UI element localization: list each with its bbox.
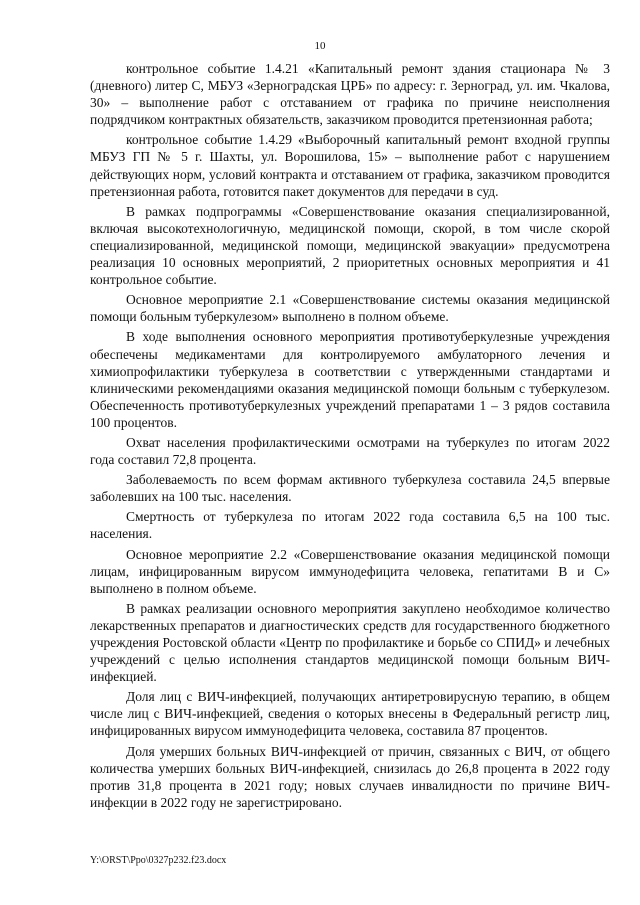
paragraph-hiv-therapy: Доля лиц с ВИЧ-инфекцией, получающих антиретровирусную терапию, в общем числе лиц с ВИЧ-инфекцией, сведения о которых внесены в Федеральный регистр лиц, инфицированных вирусом иммунодефицита человека, составила 87 процентов. bbox=[90, 689, 610, 739]
footer-file-path: Y:\ORST\Ppo\0327p232.f23.docx bbox=[90, 855, 227, 866]
document-body bbox=[90, 60, 610, 814]
paragraph-tb-medicines: В ходе выполнения основного мероприятия противотуберкулезные учреждения обеспечены медикаментами для контролируемого амбулаторного лечения и химиопрофилактики туберкулеза в соответствии с утвержденными стандартами и клиническими рекомендациями оказания медицинской помощи больным с туберкулезом. Обеспеченность противотуберкулезных учреждений препаратами 1 – 3 рядов составила 100 процентов. bbox=[90, 329, 610, 430]
paragraph-measure-2-2: Основное мероприятие 2.2 «Совершенствование оказания медицинской помощи лицам, инфицированным вирусом иммунодефицита человека, гепатитами В и С» выполнено в полном объеме. bbox=[90, 546, 610, 596]
page-number: 10 bbox=[314, 40, 326, 52]
paragraph-tb-screening: Охват населения профилактическими осмотрами на туберкулез по итогам 2022 года составил 72,8 процента. bbox=[90, 434, 610, 468]
paragraph-event-1-4-29: контрольное событие 1.4.29 «Выборочный капитальный ремонт входной группы МБУЗ ГП № 5 г. Шахты, ул. Ворошилова, 15» – выполнение работ с нарушением действующих норм, условий контракта и отставанием от графика, заказчиком проводится претензионная работа, готовится пакет документов для передачи в суд. bbox=[90, 132, 610, 199]
paragraph-measure-2-1: Основное мероприятие 2.1 «Совершенствование системы оказания медицинской помощи больным туберкулезом» выполнено в полном объеме. bbox=[90, 292, 610, 325]
paragraph-tb-incidence: Заболеваемость по всем формам активного туберкулеза составила 24,5 впервые заболевших на 100 тыс. населения. bbox=[90, 472, 610, 505]
paragraph-hiv-procurement: В рамках реализации основного мероприятия закуплено необходимое количество лекарственных препаратов и диагностических средств для государственного бюджетного учреждения Ростовской области «Центр по профилактике и борьбе со СПИД» и лечебных учреждений с целью исполнения стандартов медицинской помощи больным ВИЧ-инфекцией. bbox=[90, 600, 610, 685]
paragraph-subprogram: В рамках подпрограммы «Совершенствование оказания специализированной, включая высокотехнологичную, медицинской помощи, скорой, в том числе скорой специализированной, медицинской помощи, медицинской эвакуации» предусмотрена реализация 10 основных мероприятий, 2 приоритетных основных мероприятия и 41 контрольное событие. bbox=[90, 203, 610, 288]
paragraph-tb-mortality: Смертность от туберкулеза по итогам 2022 года составила 6,5 на 100 тыс. населения. bbox=[90, 509, 610, 542]
paragraph-event-1-4-21: контрольное событие 1.4.21 «Капитальный ремонт здания стационара № 3 (дневного) литер С, МБУЗ «Зерноградская ЦРБ» по адресу: г. Зерноград, ул. им. Чкалова, 30» – выполнение работ с отставанием от графика по причине неисполнения подрядчиком контрактных обязательств, заказчиком проводится претензионная работа; bbox=[90, 61, 610, 128]
paragraph-hiv-mortality: Доля умерших больных ВИЧ-инфекцией от причин, связанных с ВИЧ, от общего количества умерших больных ВИЧ-инфекцией, снизилась до 26,8 процента в 2022 году против 31,8 процента в 2021 году; новых случаев инвалидности по причине ВИЧ-инфекции в 2022 году не зарегистрировано. bbox=[90, 743, 610, 810]
